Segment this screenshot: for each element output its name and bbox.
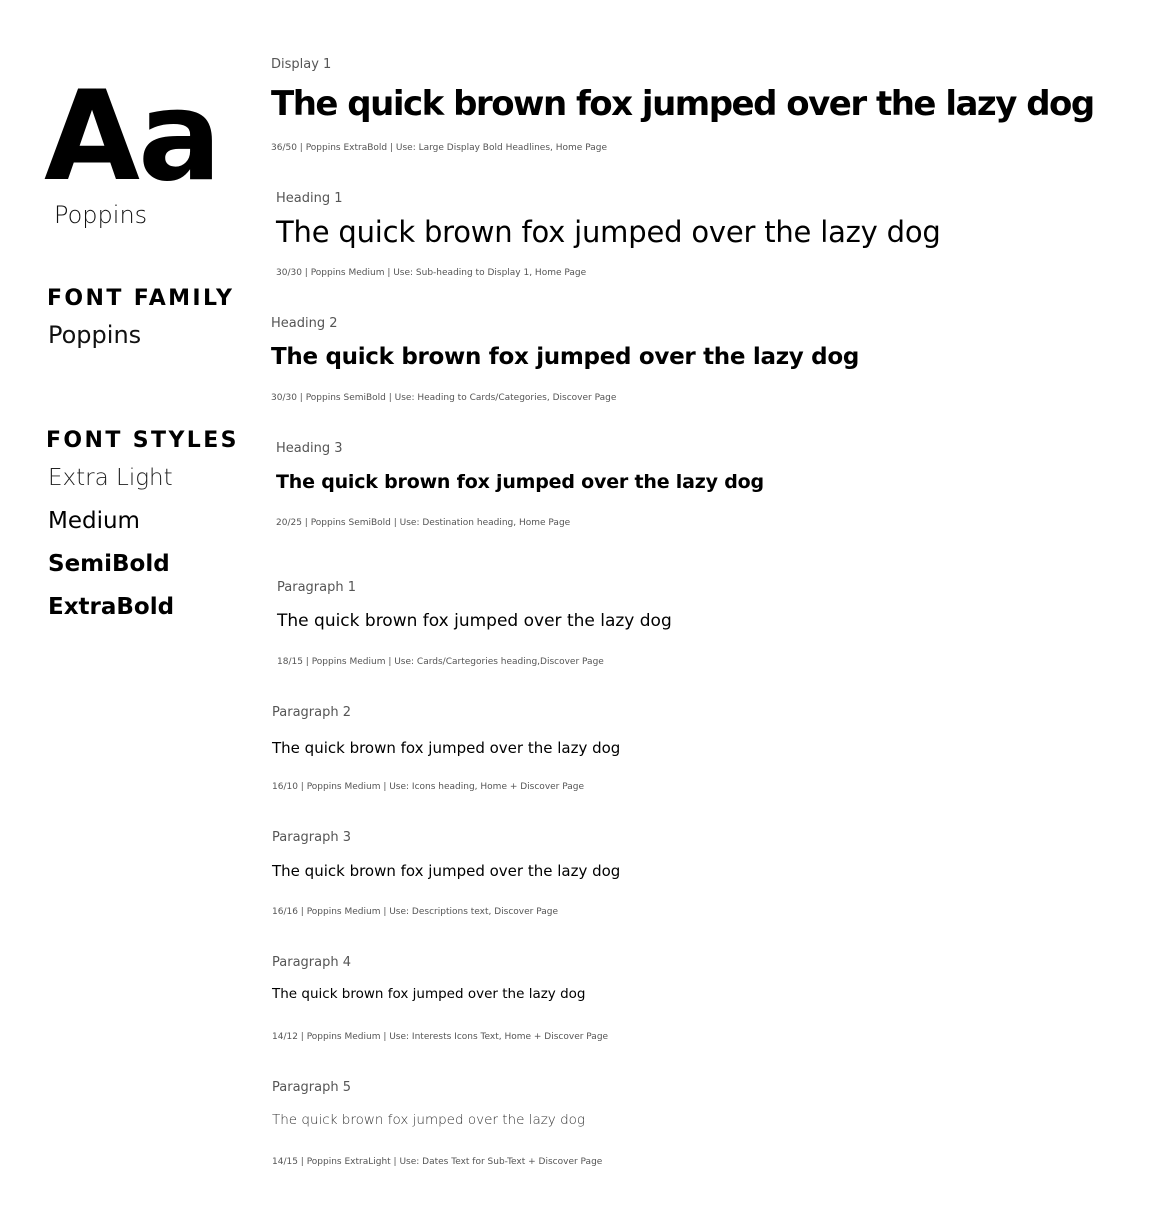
font-style-extrabold: ExtraBold <box>48 594 175 620</box>
paragraph-2-label: Paragraph 2 <box>272 705 351 720</box>
font-style-medium: Medium <box>48 508 140 534</box>
heading-2-sample: The quick brown fox jumped over the lazy dog <box>271 344 860 370</box>
heading-3-meta: 20/25 | Poppins SemiBold | Use: Destination heading, Home Page <box>276 518 571 528</box>
paragraph-4-label: Paragraph 4 <box>272 955 351 970</box>
paragraph-1-meta: 18/15 | Poppins Medium | Use: Cards/Cartegories heading,Discover Page <box>277 657 604 667</box>
display-1-meta: 36/50 | Poppins ExtraBold | Use: Large Display Bold Headlines, Home Page <box>271 143 607 153</box>
heading-2-label: Heading 2 <box>271 316 338 331</box>
paragraph-3-label: Paragraph 3 <box>272 830 351 845</box>
paragraph-2-meta: 16/10 | Poppins Medium | Use: Icons heading, Home + Discover Page <box>272 782 585 792</box>
heading-1-label: Heading 1 <box>276 191 343 206</box>
paragraph-2-sample: The quick brown fox jumped over the lazy dog <box>272 739 621 757</box>
font-family-heading: FONT FAMILY <box>47 286 235 311</box>
font-style-extra-light: Extra Light <box>48 465 173 491</box>
font-family-value: Poppins <box>48 321 142 349</box>
paragraph-1-sample: The quick brown fox jumped over the lazy dog <box>277 611 672 631</box>
paragraph-5-meta: 14/15 | Poppins ExtraLight | Use: Dates Text for Sub-Text + Discover Page <box>272 1157 603 1167</box>
paragraph-4-meta: 14/12 | Poppins Medium | Use: Interests Icons Text, Home + Discover Page <box>272 1032 609 1042</box>
paragraph-3-meta: 16/16 | Poppins Medium | Use: Descriptions text, Discover Page <box>272 907 559 917</box>
heading-1-meta: 30/30 | Poppins Medium | Use: Sub-heading to Display 1, Home Page <box>276 268 587 278</box>
heading-1-sample: The quick brown fox jumped over the lazy dog <box>276 215 941 249</box>
paragraph-5-sample: The quick brown fox jumped over the lazy dog <box>272 1112 586 1128</box>
specimen-font-name: Poppins <box>54 201 148 229</box>
paragraph-1-label: Paragraph 1 <box>277 580 356 595</box>
heading-3-sample: The quick brown fox jumped over the lazy dog <box>276 471 764 493</box>
display-1-sample: The quick brown fox jumped over the lazy dog <box>271 84 1094 124</box>
specimen-glyphs: Aa <box>44 65 220 209</box>
font-style-semibold: SemiBold <box>48 551 170 577</box>
heading-2-meta: 30/30 | Poppins SemiBold | Use: Heading to Cards/Categories, Discover Page <box>271 393 617 403</box>
paragraph-4-sample: The quick brown fox jumped over the lazy dog <box>272 986 586 1002</box>
paragraph-5-label: Paragraph 5 <box>272 1080 351 1095</box>
heading-3-label: Heading 3 <box>276 441 343 456</box>
font-styles-heading: FONT STYLES <box>46 428 239 453</box>
display-1-label: Display 1 <box>271 57 332 72</box>
paragraph-3-sample: The quick brown fox jumped over the lazy dog <box>272 862 621 880</box>
